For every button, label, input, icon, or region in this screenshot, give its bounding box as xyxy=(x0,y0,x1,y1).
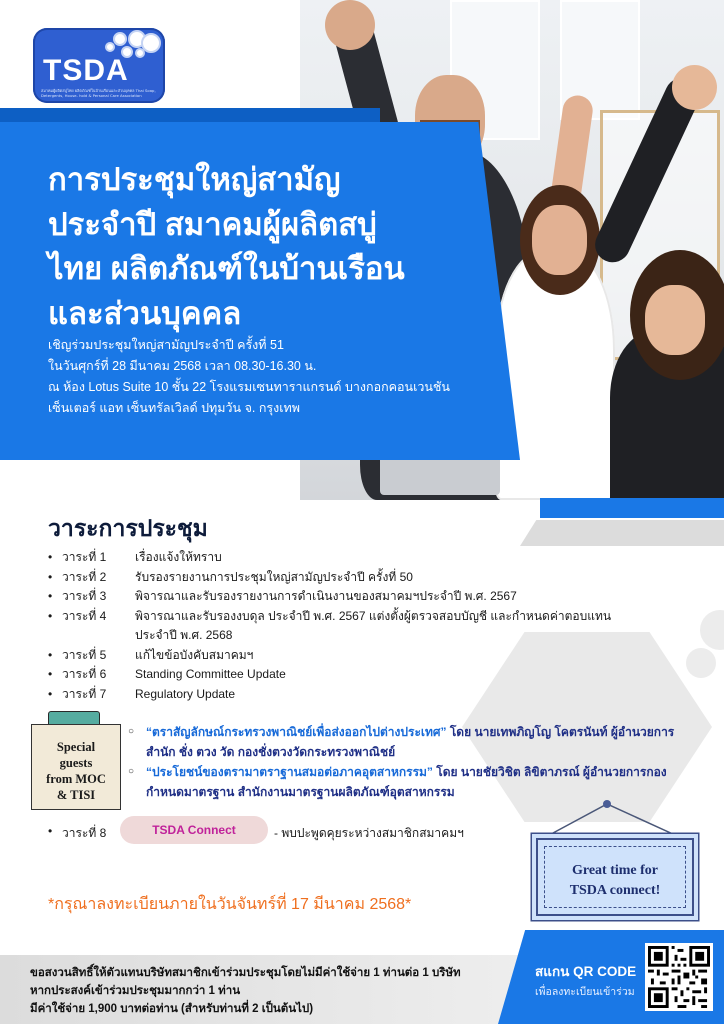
agenda-item: • วาระที่ 3 พิจารณาและรับรองรายงานการดำเนินงานของสมาคมฯประจำปี พ.ศ. 2567 xyxy=(48,587,638,607)
guest-topic: “ตราสัญลักษณ์กระทรวงพาณิชย์เพื่อส่งออกไปต่างประเทศ” xyxy=(146,725,447,739)
registration-qr-code[interactable] xyxy=(645,943,713,1011)
decor-circle xyxy=(700,610,724,650)
invite-line: เชิญร่วมประชุมใหญ่สามัญประจำปี ครั้งที่ 51 xyxy=(48,338,284,352)
agenda-number: วาระที่ 1 xyxy=(62,550,107,564)
guest-card-line: & TISI xyxy=(56,788,96,802)
title-line: ไทย ผลิตภัณฑ์ในบ้านเรือน xyxy=(48,251,405,286)
guest-speaker: โดย นายเทพภิญโญ โคตรนันท์ ผู้อำนวยการสำนัก ชั่ง ตวง วัด กองชั่งตวงวัดกระทรวงพาณิชย์ xyxy=(146,725,675,759)
title-line: การประชุมใหญ่สามัญ xyxy=(48,162,341,197)
guest-card-line: from MOC xyxy=(46,772,106,786)
agenda-item: • วาระที่ 5 แก้ไขข้อบังคับสมาคมฯ xyxy=(48,646,638,666)
raised-hand xyxy=(672,65,717,110)
agenda-text: เรื่องแจ้งให้ทราบ xyxy=(135,550,222,564)
guest-speaker: โดย นายชัยวิชิต ลิขิตาภรณ์ ผู้อำนวยการกองกำหนดมาตรฐาน สำนักงานมาตรฐานผลิตภัณฑ์อุตสาหกรรม xyxy=(146,765,667,799)
special-guests-card xyxy=(31,724,121,810)
agenda-text: พิจารณาและรับรองงบดุล ประจำปี พ.ศ. 2567 แต่งตั้งผู้ตรวจสอบบัญชี และกำหนดค่าตอบแทนประจำปี พ.ศ. 2568 xyxy=(135,608,612,642)
agenda-item: • วาระที่ 2 รับรองรายงานการประชุมใหญ่สามัญประจำปี ครั้งที่ 50 xyxy=(48,568,638,588)
qr-subtitle: เพื่อลงทะเบียนเข้าร่วม xyxy=(535,986,635,998)
footer-line: หากประสงค์เข้าร่วมประชุมมากกว่า 1 ท่าน xyxy=(30,985,241,997)
agenda-number: วาระที่ 5 xyxy=(62,647,107,662)
sign-line: Great time for xyxy=(571,863,659,878)
registration-deadline: *กรุณาลงทะเบียนภายในวันจันทร์ที่ 17 มีนาคม 2568* xyxy=(48,896,412,913)
page-title xyxy=(48,158,448,336)
title-line: และส่วนบุคคล xyxy=(48,295,242,331)
agenda-number: วาระที่ 6 xyxy=(62,667,107,681)
decor-circle xyxy=(686,648,716,678)
footer-line: ขอสงวนสิทธิ์ให้ตัวแทนบริษัทสมาชิกเข้าร่วมประชุมโดยไม่มีค่าใช้จ่าย 1 ท่านต่อ 1 บริษัท xyxy=(30,967,461,979)
agenda-text: Regulatory Update xyxy=(135,686,236,701)
guest-item xyxy=(128,722,688,762)
logo-text: TSDA xyxy=(43,54,129,87)
tsda-logo xyxy=(33,28,165,103)
sign-string xyxy=(536,800,696,842)
agenda-item: • วาระที่ 4 พิจารณาและรับรองงบดุล ประจำปี พ.ศ. 2567 แต่งตั้งผู้ตรวจสอบบัญชี และกำหนดค่าตอบแทนประจำปี พ.ศ. 2568 xyxy=(48,607,638,646)
agenda-item: • วาระที่ 6 Standing Committee Update xyxy=(48,665,638,685)
agenda-item: • วาระที่ 1 เรื่องแจ้งให้ทราบ xyxy=(48,548,638,568)
invite-line: ณ ห้อง Lotus Suite 10 ชั้น 22 โรงแรมเซนทาราแกรนด์ บางกอกคอนเวนชัน xyxy=(48,380,450,394)
invite-line: เซ็นเตอร์ แอท เซ็นทรัลเวิลด์ ปทุมวัน จ. กรุงเทพ xyxy=(48,401,300,415)
agenda-text: - พบปะพูดคุยระหว่างสมาชิกสมาคมฯ xyxy=(274,826,464,840)
agenda-text: แก้ไขข้อบังคับสมาคมฯ xyxy=(135,647,254,662)
decor-bar xyxy=(540,498,724,518)
agenda-number: วาระที่ 3 xyxy=(62,589,107,603)
great-time-sign xyxy=(536,838,694,916)
sign-line: TSDA connect! xyxy=(569,883,661,898)
circle-bullet-icon: ○ xyxy=(128,726,135,737)
agenda-item: • วาระที่ 7 Regulatory Update xyxy=(48,685,638,705)
raised-hand xyxy=(325,0,375,50)
decor-bar xyxy=(520,520,724,546)
tsda-connect-pill: TSDA Connect xyxy=(120,816,268,844)
laptop xyxy=(380,455,500,495)
guest-list xyxy=(128,722,688,802)
pin-icon xyxy=(603,800,611,808)
woman-face xyxy=(532,205,587,275)
agenda-number: วาระที่ 2 xyxy=(62,569,107,584)
invitation-details xyxy=(48,335,518,419)
agenda-list xyxy=(48,548,638,704)
logo-subtitle: สมาคมผู้ผลิตสบู่ไทย ผลิตภัณฑ์ในบ้านเรือนและส่วนบุคคล Thai Soap, Detergents, House- hold & Personal Care Association xyxy=(41,88,156,98)
footer-notes xyxy=(30,964,500,1018)
footer-line: มีค่าใช้จ่าย 1,900 บาทต่อท่าน (สำหรับท่านที่ 2 เป็นต้นไป) xyxy=(30,1003,314,1015)
agenda-number: วาระที่ 7 xyxy=(62,686,107,701)
qr-code-icon xyxy=(648,946,710,1008)
circle-bullet-icon: ○ xyxy=(128,766,135,777)
agenda-text: รับรองรายงานการประชุมใหญ่สามัญประจำปี ครั้งที่ 50 xyxy=(135,569,413,584)
agenda-number: วาระที่ 8 xyxy=(62,826,107,840)
guest-topic: “ประโยชน์ของตรามาตราฐานสมอต่อภาคอุตสาหกรรม” xyxy=(146,765,433,779)
agenda-heading: วาระการประชุม xyxy=(48,515,208,541)
bubble-icon xyxy=(135,48,145,58)
woman-face xyxy=(645,285,705,355)
agenda-text: พิจารณาและรับรองรายงานการดำเนินงานของสมาคมฯประจำปี พ.ศ. 2567 xyxy=(135,589,517,603)
title-line: ประจำปี สมาคมผู้ผลิตสบู่ xyxy=(48,206,377,242)
hero-panel-accent xyxy=(0,108,380,124)
guest-card-line: guests xyxy=(59,756,93,770)
invite-line: ในวันศุกร์ที่ 28 มีนาคม 2568 เวลา 08.30-16.30 น. xyxy=(48,359,317,373)
agenda-number: วาระที่ 4 xyxy=(62,608,107,623)
bubble-icon xyxy=(105,42,115,52)
agenda-text: Standing Committee Update xyxy=(135,667,286,681)
bubble-icon xyxy=(113,32,127,46)
guest-card-line: Special xyxy=(56,740,96,754)
guest-item xyxy=(128,762,688,802)
qr-title: สแกน QR CODE xyxy=(535,964,637,979)
